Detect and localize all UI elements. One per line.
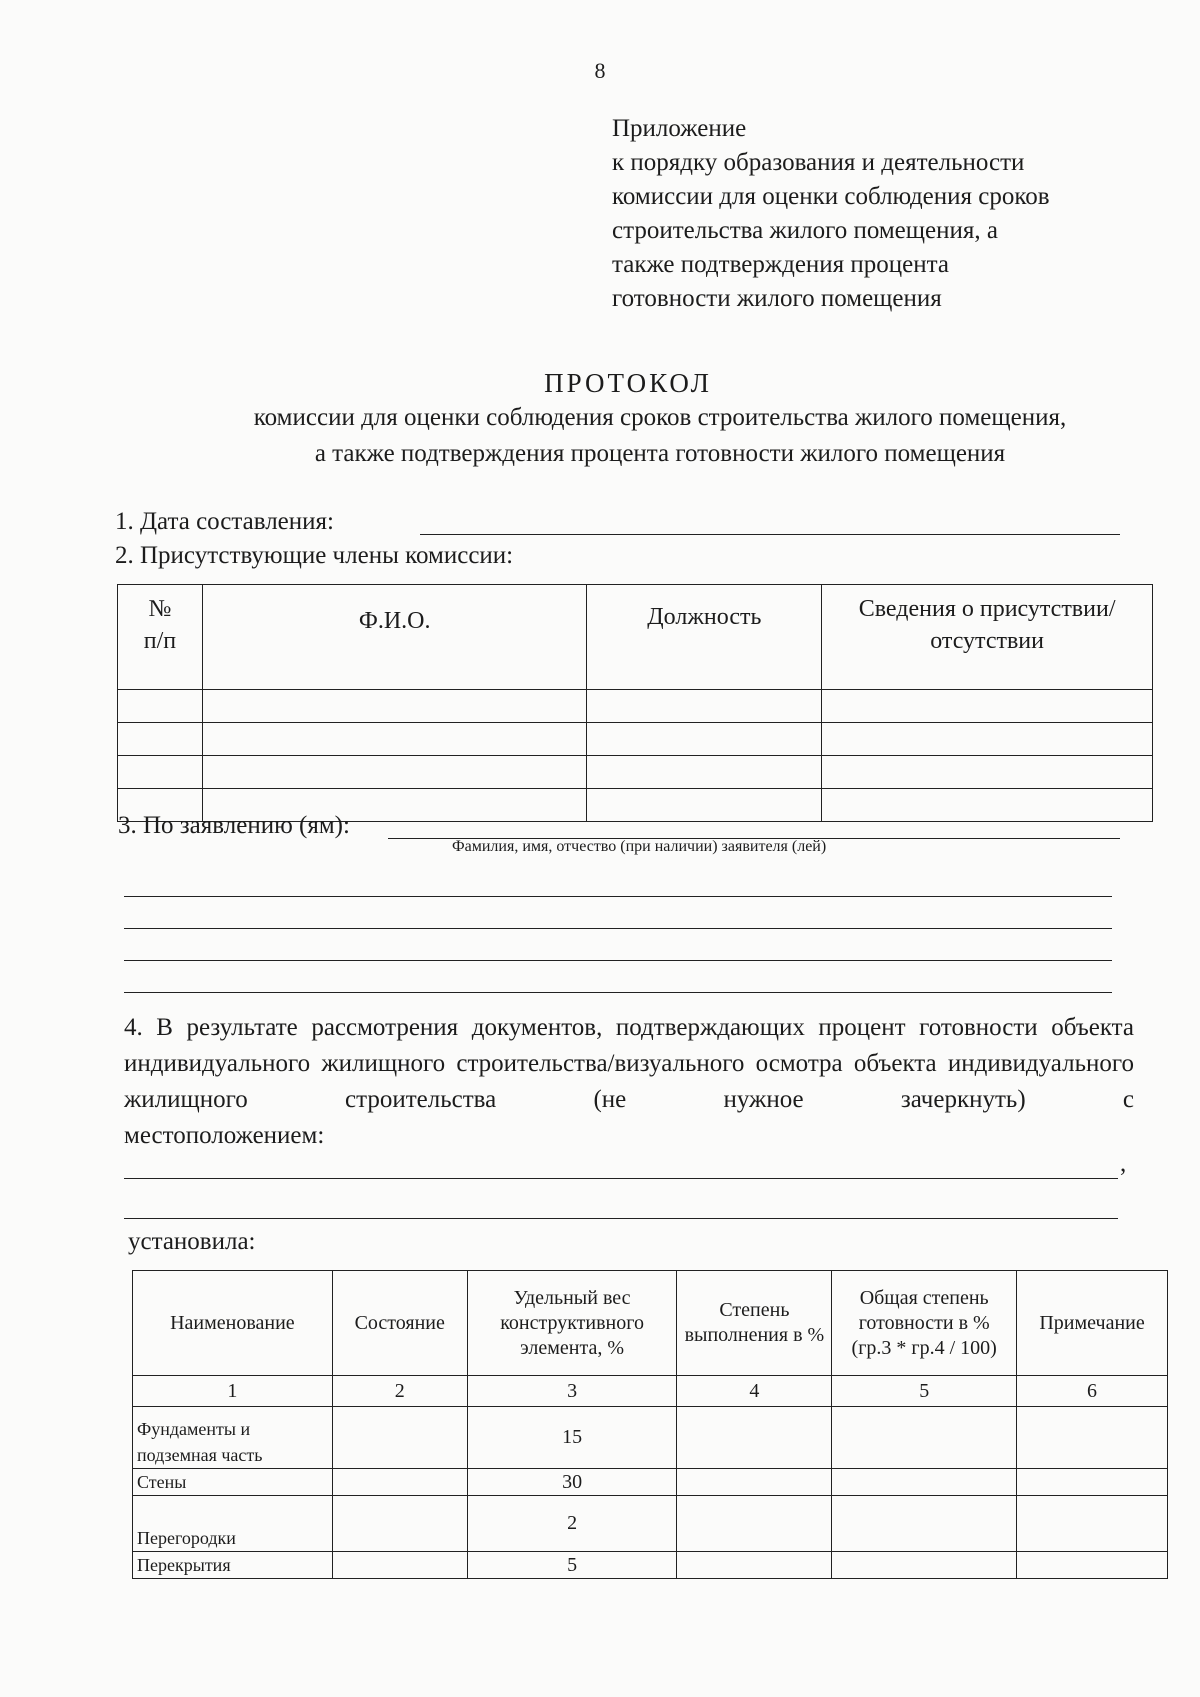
table-cell[interactable] — [587, 690, 822, 723]
appendix-note — [612, 112, 1172, 316]
header-attendance: Сведения о присутствии/отсутствии — [822, 585, 1153, 690]
readiness-table — [132, 1270, 1168, 1579]
table-cell[interactable] — [822, 789, 1153, 822]
header-number: № п/п — [118, 585, 203, 690]
table-cell[interactable] — [1017, 1469, 1168, 1496]
table-cell[interactable] — [202, 690, 587, 723]
location-label: местоположением: — [124, 1122, 325, 1149]
element-weight: 30 — [467, 1469, 677, 1496]
column-number: 5 — [832, 1376, 1017, 1407]
table-cell[interactable] — [832, 1469, 1017, 1496]
table-cell[interactable] — [118, 690, 203, 723]
subtitle-line: а также подтверждения процента готовности жилого помещения — [314, 440, 1006, 467]
applicant-label: 3. По заявлению (ям): — [118, 812, 350, 839]
applicant-extra-line[interactable] — [124, 896, 1112, 897]
table-cell[interactable] — [822, 723, 1153, 756]
location-comma: , — [1120, 1150, 1127, 1177]
subtitle-line: комиссии для оценки соблюдения сроков строительства жилого помещения, — [253, 404, 1067, 431]
appendix-line: также подтверждения процента — [612, 251, 949, 278]
appendix-line: готовности жилого помещения — [612, 285, 942, 312]
table-row — [118, 690, 1153, 723]
table-row — [133, 1469, 1168, 1496]
element-name: Фундаменты и подземная часть — [133, 1407, 333, 1469]
table-cell[interactable] — [677, 1496, 832, 1552]
table-cell[interactable] — [332, 1552, 467, 1579]
applicant-caption: Фамилия, имя, отчество (при наличии) заявителя (лей) — [452, 838, 827, 855]
element-name: Стены — [133, 1469, 333, 1496]
table-cell[interactable] — [822, 690, 1153, 723]
applicant-extra-line[interactable] — [124, 960, 1112, 961]
table-cell[interactable] — [1017, 1407, 1168, 1469]
readiness-header-row — [133, 1271, 1168, 1376]
table-cell[interactable] — [1017, 1552, 1168, 1579]
location-field-line-2[interactable] — [124, 1218, 1118, 1219]
appendix-line: строительства жилого помещения, а — [612, 217, 998, 244]
members-header-row — [118, 585, 1153, 690]
column-number: 1 — [133, 1376, 333, 1407]
header-total-readiness: Общая степень готовности в % (гр.3 * гр.4 / 100) — [832, 1271, 1017, 1376]
table-cell[interactable] — [822, 756, 1153, 789]
document-subtitle — [100, 400, 1200, 472]
table-row — [133, 1496, 1168, 1552]
table-cell[interactable] — [332, 1469, 467, 1496]
header-name: Наименование — [133, 1271, 333, 1376]
inspection-text: 4. В результате рассмотрения документов, подтверждающих процент готовности объекта индивидуального жилищного строительства/визуального осмотра объекта индивидуального жилищного строительства (не нужное зачеркнуть) с — [124, 1014, 1134, 1113]
table-cell[interactable] — [832, 1496, 1017, 1552]
table-cell[interactable] — [832, 1407, 1017, 1469]
table-cell[interactable] — [118, 756, 203, 789]
element-weight: 5 — [467, 1552, 677, 1579]
table-cell[interactable] — [118, 723, 203, 756]
table-cell[interactable] — [677, 1552, 832, 1579]
table-cell[interactable] — [832, 1552, 1017, 1579]
header-note: Примечание — [1017, 1271, 1168, 1376]
column-number: 2 — [332, 1376, 467, 1407]
applicant-extra-line[interactable] — [124, 928, 1112, 929]
table-row — [133, 1407, 1168, 1469]
header-weight: Удельный вес конструктивного элемента, % — [467, 1271, 677, 1376]
table-cell[interactable] — [677, 1469, 832, 1496]
column-number: 4 — [677, 1376, 832, 1407]
table-cell[interactable] — [677, 1407, 832, 1469]
table-cell[interactable] — [587, 756, 822, 789]
table-cell[interactable] — [587, 789, 822, 822]
column-numbers-row — [133, 1376, 1168, 1407]
element-weight: 2 — [467, 1496, 677, 1552]
element-name: Перекрытия — [133, 1552, 333, 1579]
table-row — [118, 723, 1153, 756]
date-field-line[interactable] — [420, 534, 1120, 535]
header-completion: Степень выполнения в % — [677, 1271, 832, 1376]
table-cell[interactable] — [332, 1496, 467, 1552]
established-label: установила: — [128, 1228, 256, 1255]
column-number: 6 — [1017, 1376, 1168, 1407]
element-weight: 15 — [467, 1407, 677, 1469]
table-row — [118, 756, 1153, 789]
column-number: 3 — [467, 1376, 677, 1407]
location-field-line[interactable] — [124, 1178, 1118, 1179]
members-label: 2. Присутствующие члены комиссии: — [115, 542, 514, 569]
page-number: 8 — [594, 58, 606, 83]
header-fio: Ф.И.О. — [202, 585, 587, 690]
appendix-line: Приложение — [612, 115, 747, 142]
document-title: ПРОТОКОЛ — [544, 368, 712, 398]
table-cell[interactable] — [202, 756, 587, 789]
members-table — [117, 584, 1153, 822]
applicant-extra-line[interactable] — [124, 992, 1112, 993]
date-label: 1. Дата составления: — [115, 508, 334, 535]
table-cell[interactable] — [202, 723, 587, 756]
appendix-line: комиссии для оценки соблюдения сроков — [612, 183, 1050, 210]
header-position: Должность — [587, 585, 822, 690]
table-cell[interactable] — [332, 1407, 467, 1469]
appendix-line: к порядку образования и деятельности — [612, 149, 1025, 176]
inspection-paragraph — [124, 1010, 1134, 1154]
element-name: Перегородки — [133, 1496, 333, 1552]
header-state: Состояние — [332, 1271, 467, 1376]
table-cell[interactable] — [1017, 1496, 1168, 1552]
table-row — [133, 1552, 1168, 1579]
table-cell[interactable] — [587, 723, 822, 756]
